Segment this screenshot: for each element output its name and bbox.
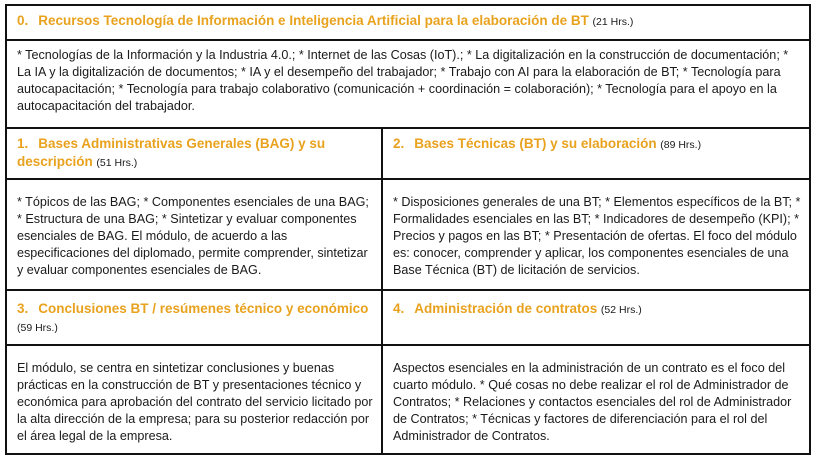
section-description: * Tópicos de las BAG; * Componentes esenciales de una BAG; * Estructura de una BAG; * Sintetizar y evaluar componentes esenciales de BAG. El módulo, de acuerdo a las especificaciones del diplomado, permite comprender, sintetizar y evaluar componentes esenciales de BAG. [17, 195, 369, 277]
section-title: Bases Técnicas (BT) y su elaboración [414, 136, 657, 151]
section-hours: (52 Hrs.) [600, 304, 642, 316]
section-1-header [5, 127, 383, 180]
section-1-content [5, 178, 383, 291]
section-title: Recursos Tecnología de Información e Inteligencia Artificial para la elaboración de BT [38, 13, 589, 28]
section-description: * Tecnologías de la Información y la Industria 4.0.; * Internet de las Cosas (IoT).; * La digitalización en la construcción de documentación; * La IA y la digitalización de documentos; * IA y el desempeño del trabajador; * Trabajo con AI para la elaboración de BT; * Tecnología para autocapacitación; * Tecnología para trabajo colaborativo (comunicación + coordinación = colaboración); * Tecnología para el apoyo en la autocapacitación del trabajador. [17, 48, 789, 113]
section-2-header [381, 127, 811, 180]
section-0-header [5, 4, 811, 41]
section-hours: (21 Hrs.) [592, 16, 634, 28]
section-number: 2. [393, 136, 405, 151]
section-4-content [381, 344, 811, 455]
section-hours: (89 Hrs.) [660, 139, 702, 151]
section-3-header [5, 289, 383, 346]
section-2-content [381, 178, 811, 291]
section-description: El módulo, se centra en sintetizar conclusiones y buenas prácticas en la construcción de BT y presentaciones técnico y económica para aprobación del contrato del servicio licitado por la alta dirección de la empresa; para su posterior redacción por el área legal de la empresa. [17, 361, 373, 443]
section-number: 1. [17, 136, 29, 151]
section-description: * Disposiciones generales de una BT; * Elementos específicos de la BT; * Formalidades esenciales en las BT; * Indicadores de desempeño (KPI); * Precios y pagos en las BT; * Presentación de ofertas. El foco del módulo es: conocer, comprender y aplicar, los componentes esenciales de una Base Técnica (BT) de licitación de servicios. [393, 195, 801, 277]
section-title: Conclusiones BT / resúmenes técnico y económico [38, 301, 369, 316]
section-description: Aspectos esenciales en la administración de un contrato es el foco del cuarto módulo. * Qué cosas no debe realizar el rol de Administrador de Contratos; * Relaciones y contactos esenciales del rol de Administrador de Contratos; * Técnicas y factores de diferenciación para el rol del Administrador de Contratos. [393, 361, 792, 443]
section-number: 0. [17, 13, 29, 28]
section-4-header [381, 289, 811, 346]
section-number: 3. [17, 301, 29, 316]
syllabus-table [5, 4, 811, 455]
section-title: Bases Administrativas Generales (BAG) y su descripción [17, 136, 326, 169]
section-number: 4. [393, 301, 405, 316]
section-3-content [5, 344, 383, 455]
section-0-content [5, 39, 811, 129]
section-hours: (51 Hrs.) [96, 157, 138, 169]
section-hours: (59 Hrs.) [17, 322, 58, 334]
section-title: Administración de contratos [414, 301, 598, 316]
